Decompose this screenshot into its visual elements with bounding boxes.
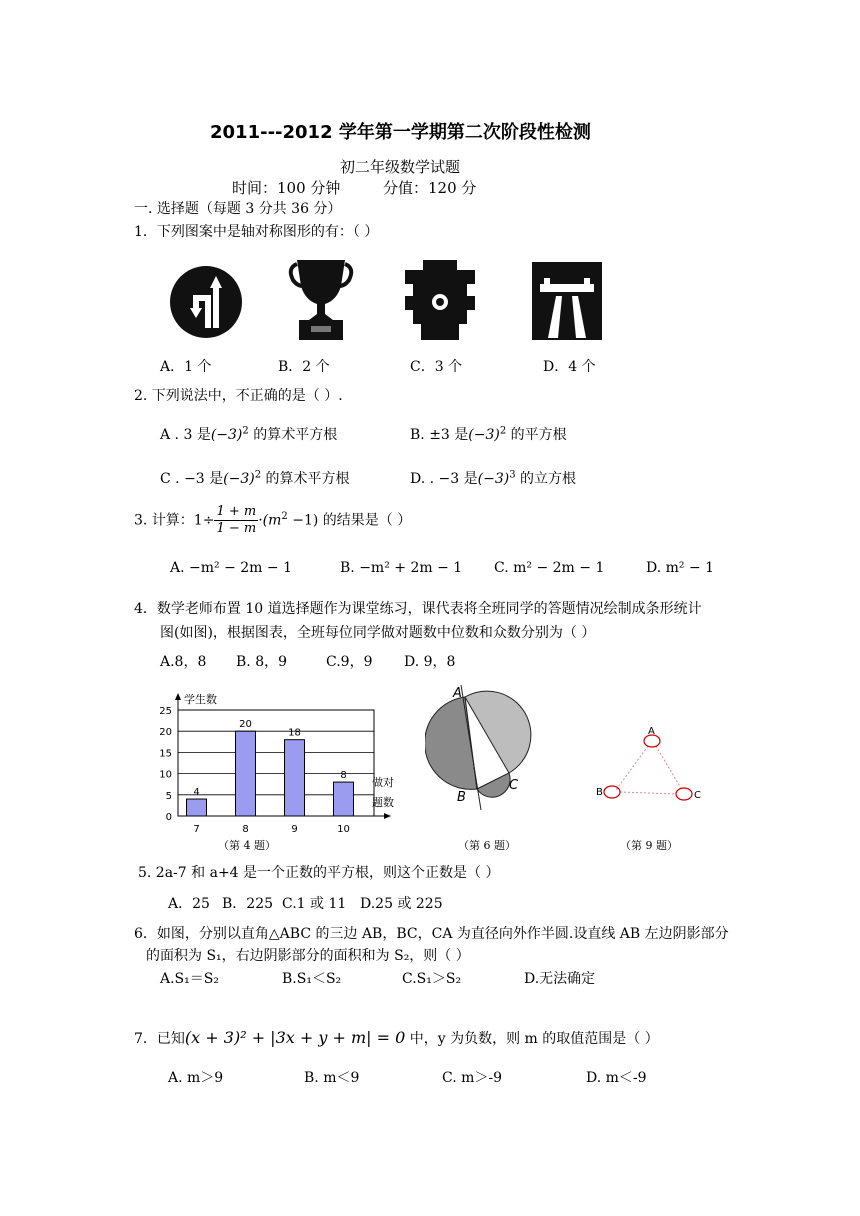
q2-d-tail: 的立方根 — [515, 471, 577, 487]
q3-option-d: D. m² − 1 — [646, 560, 715, 576]
chart-bar — [236, 731, 256, 816]
chart-data-label: 4 — [193, 787, 200, 799]
fig6-label-b: B — [457, 790, 466, 805]
chart-ytick-label: 15 — [159, 748, 172, 760]
q3-frac-num: 1 + m — [216, 504, 257, 519]
q2-b-exp: 2 — [499, 425, 507, 437]
fig9-label-a: A — [648, 726, 655, 737]
q2-stem: 2. 下列说法中，不正确的是（ ）. — [134, 388, 343, 404]
q3-stem-mid: ·(m — [258, 512, 282, 529]
fig9-node-b — [604, 786, 620, 798]
exam-score: 分值：120 分 — [383, 179, 477, 197]
fig9-label-c: C — [694, 790, 701, 801]
q6-option-d: D.无法确定 — [524, 971, 596, 987]
q5-option-a: A．25 — [168, 896, 210, 912]
q2-option-a — [160, 424, 337, 444]
fig6-label-c: C — [509, 778, 519, 793]
q3-option-a: A. −m² − 2m − 1 — [170, 560, 292, 576]
q2-a-exp: 2 — [242, 425, 249, 437]
chart-data-label: 8 — [340, 770, 347, 782]
q2-c-label: C . −3 是 — [160, 471, 224, 487]
chart-xlabel-2: 题数 — [372, 796, 394, 809]
chart-ytick-label: 10 — [159, 769, 172, 781]
chart-ylabel: 学生数 — [184, 693, 217, 706]
caption-q6: （第 6 题） — [458, 839, 516, 852]
q7-option-a: A. m＞9 — [168, 1070, 224, 1086]
caption-q4: （第 4 题） — [218, 839, 276, 852]
q7-option-d: D. m＜-9 — [586, 1070, 647, 1086]
q2-option-b — [410, 424, 567, 444]
chart-ytick-label: 25 — [159, 706, 172, 717]
figure-6 — [425, 685, 545, 810]
q6-option-a: A.S₁＝S₂ — [160, 971, 219, 987]
q4-option-a: A.8，8 — [160, 654, 207, 670]
q3-stem-post: −1) 的结果是（ ） — [287, 512, 412, 529]
q7-stem-pre: 7．已知 — [134, 1031, 185, 1047]
q2-d-expr: (−3) — [477, 471, 510, 487]
q2-b-label: B. ±3 是 — [410, 427, 469, 443]
q1-option-c: C．3 个 — [410, 359, 463, 375]
q4-line1: 4．数学老师布置 10 道选择题作为课堂练习，课代表将全班同学的答题情况绘制成条形统计 — [134, 601, 702, 617]
q4-line2: 图(如图)，根据图表，全班每位同学做对题数中位数和众数分别为（ ） — [160, 625, 596, 641]
q3-fraction — [214, 504, 258, 537]
q7-expression: (x + 3)² + |3x + y + m| = 0 — [184, 1028, 406, 1047]
exam-time: 时间：100 分钟 — [232, 179, 341, 197]
fig9-label-b: B — [596, 787, 603, 798]
q7-option-c: C. m＞-9 — [442, 1070, 503, 1086]
q2-b-tail: 的平方根 — [506, 427, 567, 443]
q2-a-label: A . 3 是 — [160, 427, 211, 443]
q6-line2: 的面积为 S₁，右边阴影部分的面积和为 S₂，则（ ） — [146, 948, 470, 964]
fig6-label-a: A — [453, 686, 462, 701]
caption-q9: （第 9 题） — [620, 839, 678, 852]
q1-option-d: D．4 个 — [543, 359, 596, 375]
q2-b-expr: (−3) — [468, 427, 500, 443]
q2-c-tail: 的算术平方根 — [261, 471, 350, 487]
chart-bar — [334, 782, 354, 816]
chart-xtick-label: 8 — [242, 824, 249, 835]
q5-stem: 5. 2a-7 和 a+4 是一个正数的平方根，则这个正数是（ ） — [138, 865, 500, 881]
q6-option-b: B.S₁＜S₂ — [282, 971, 342, 987]
q7-option-b: B. m＜9 — [304, 1070, 360, 1086]
page-title: 2011---2012 学年第一学期第二次阶段性检测 — [210, 122, 591, 143]
q1-stem: 1．下列图案中是轴对称图形的有：（ ） — [134, 224, 379, 240]
q6-line1: 6．如图，分别以直角△ABC 的三边 AB，BC，CA 为直径向外作半圆.设直线 AB 左边阴影部分 — [134, 926, 729, 942]
chart-xlabel-1: 做对 — [372, 776, 394, 789]
q7-stem — [134, 1028, 659, 1048]
fig9-node-c — [676, 788, 692, 800]
chart-y-arrow — [175, 693, 181, 700]
q7-stem-post: 中，y 为负数，则 m 的取值范围是（ ） — [405, 1031, 659, 1047]
traffic-light-icon — [403, 260, 477, 340]
chart-ytick-label: 5 — [165, 790, 172, 802]
q2-d-exp: 3 — [509, 469, 516, 481]
trophy-icon — [287, 256, 355, 342]
q3-frac-den: 1 − m — [216, 521, 257, 536]
q4-option-c: C.9，9 — [326, 654, 373, 670]
q5-option-b: B．225 — [222, 896, 274, 912]
chart-xtick-label: 7 — [193, 824, 200, 835]
q2-option-d — [410, 468, 576, 488]
q2-option-c — [160, 468, 350, 488]
q5-option-d: D.25 或 225 — [360, 896, 443, 912]
chart-xtick-label: 10 — [337, 824, 350, 835]
q2-a-tail: 的算术平方根 — [248, 427, 338, 443]
chart-ytick-label: 0 — [165, 812, 172, 823]
chart-xtick-label: 9 — [291, 824, 298, 835]
q4-option-d: D. 9，8 — [404, 654, 456, 670]
fig9-edge-ab — [616, 746, 648, 790]
q2-c-expr: (−3) — [223, 471, 255, 487]
chart-x-arrow — [384, 813, 391, 819]
chart-data-label: 18 — [288, 727, 301, 739]
bar-chart — [150, 690, 410, 835]
q3-stem-pre: 3. 计算：1÷ — [134, 512, 215, 529]
chart-ytick-label: 20 — [159, 727, 172, 739]
chart-bar — [285, 740, 305, 816]
q3-stem-exp: 2 — [281, 510, 288, 522]
turn-sign-icon — [168, 264, 244, 340]
q2-c-exp: 2 — [254, 469, 262, 481]
fig9-edge-ac — [656, 746, 682, 790]
figure-9 — [590, 720, 710, 810]
q3-option-c: C. m² − 2m − 1 — [494, 560, 605, 576]
q1-option-a: A．1 个 — [160, 359, 212, 375]
q2-d-label: D. . −3 是 — [410, 471, 478, 487]
q3-option-b: B. −m² + 2m − 1 — [340, 560, 463, 576]
section-heading: 一. 选择题（每题 3 分共 36 分） — [134, 201, 342, 217]
q5-option-c: C.1 或 11 — [282, 896, 347, 912]
q1-option-b: B．2 个 — [278, 359, 330, 375]
q2-a-expr: (−3) — [210, 427, 243, 443]
q3-stem — [134, 504, 411, 537]
chart-bar — [187, 799, 207, 816]
q6-option-c: C.S₁＞S₂ — [402, 971, 462, 987]
highway-sign-icon — [532, 262, 602, 340]
page-subtitle: 初二年级数学试题 — [340, 158, 461, 176]
q4-option-b: B. 8，9 — [236, 654, 288, 670]
chart-data-label: 20 — [239, 719, 252, 731]
fig9-edge-bc — [620, 792, 676, 794]
